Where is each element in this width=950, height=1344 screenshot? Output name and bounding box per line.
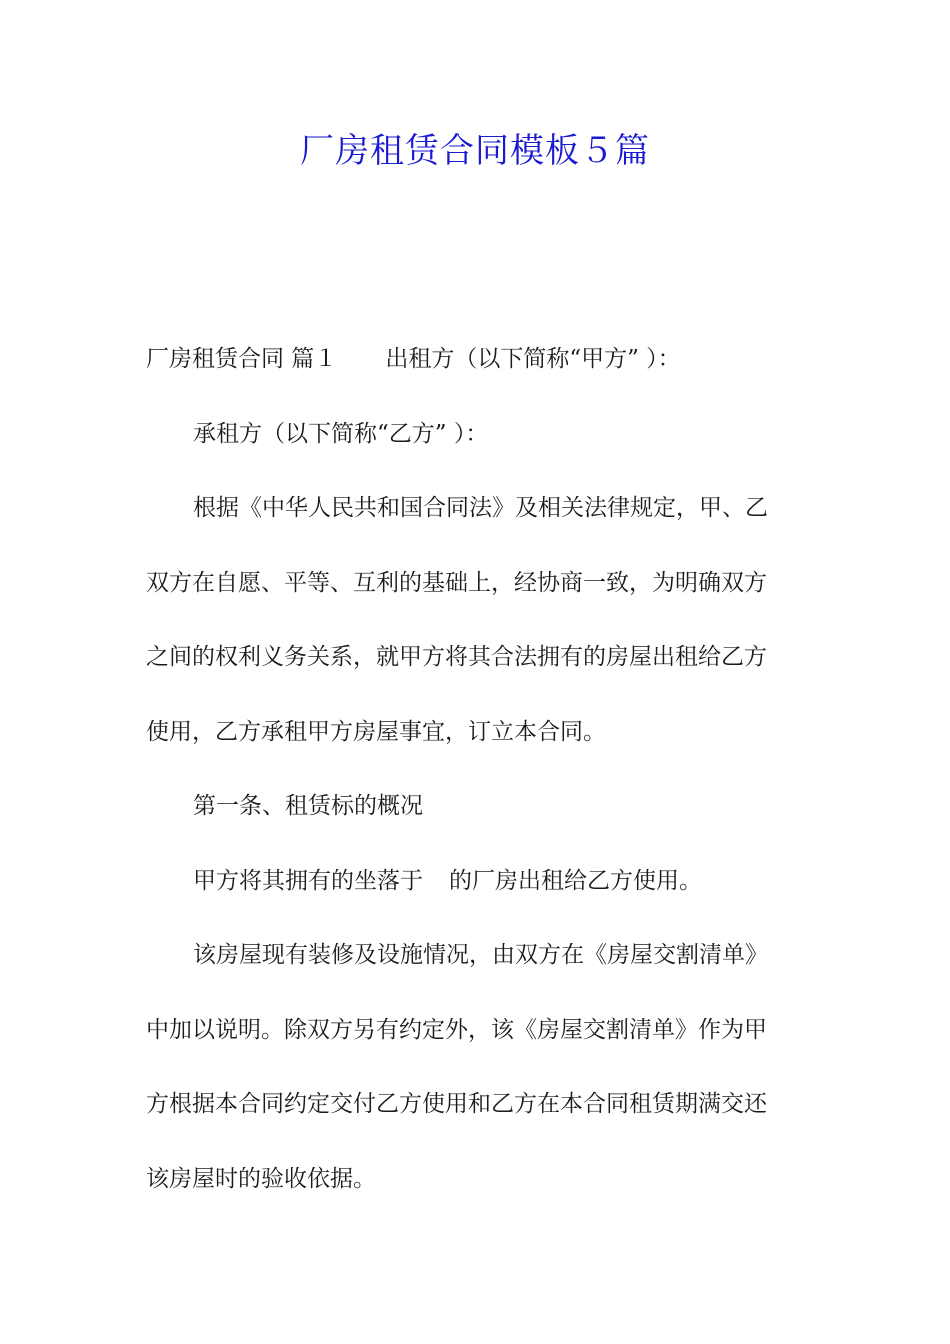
article-1-heading: 第一条、租赁标的概况 [193, 793, 423, 819]
document-body [146, 338, 810, 1232]
paragraph-2 [146, 860, 810, 935]
paragraph-3-line-4: 该房屋时的验收依据。 [146, 1165, 376, 1192]
paragraph-1-line-2: 双方在自愿、平等、互利的基础上，经协商一致，为明确双方 [146, 569, 767, 596]
paragraph-3-line-2: 中加以说明。除双方另有约定外，该《房屋交割清单》作为甲 [146, 1016, 767, 1043]
contract-heading-line [146, 338, 810, 413]
paragraph-2-before: 甲方将其拥有的坐落于 [193, 867, 423, 894]
paragraph-1-line-1: 根据《中华人民共和国合同法》及相关法律规定，甲、乙 [193, 495, 768, 521]
paragraph-3-line-1: 该房屋现有装修及设施情况，由双方在《房屋交割清单》 [193, 942, 768, 968]
paragraph-1-line-3: 之间的权利义务关系，就甲方将其合法拥有的房屋出租给乙方 [146, 644, 767, 670]
contract-heading: 厂房租赁合同 篇１ [146, 346, 338, 372]
paragraph-3-line-3: 方根据本合同约定交付乙方使用和乙方在本合同租赁期满交还 [146, 1091, 767, 1117]
paragraph-2-after: 的厂房出租给乙方使用。 [449, 867, 702, 894]
paragraph-1-line-4: 使用，乙方承租甲方房屋事宜，订立本合同。 [146, 718, 606, 745]
lessor-line: 出租方（以下简称“甲方” ）： [385, 346, 681, 372]
document-title: 厂房租赁合同模板５篇 [300, 131, 650, 171]
lessee-line: 承租方（以下简称“乙方” ）： [193, 420, 489, 447]
